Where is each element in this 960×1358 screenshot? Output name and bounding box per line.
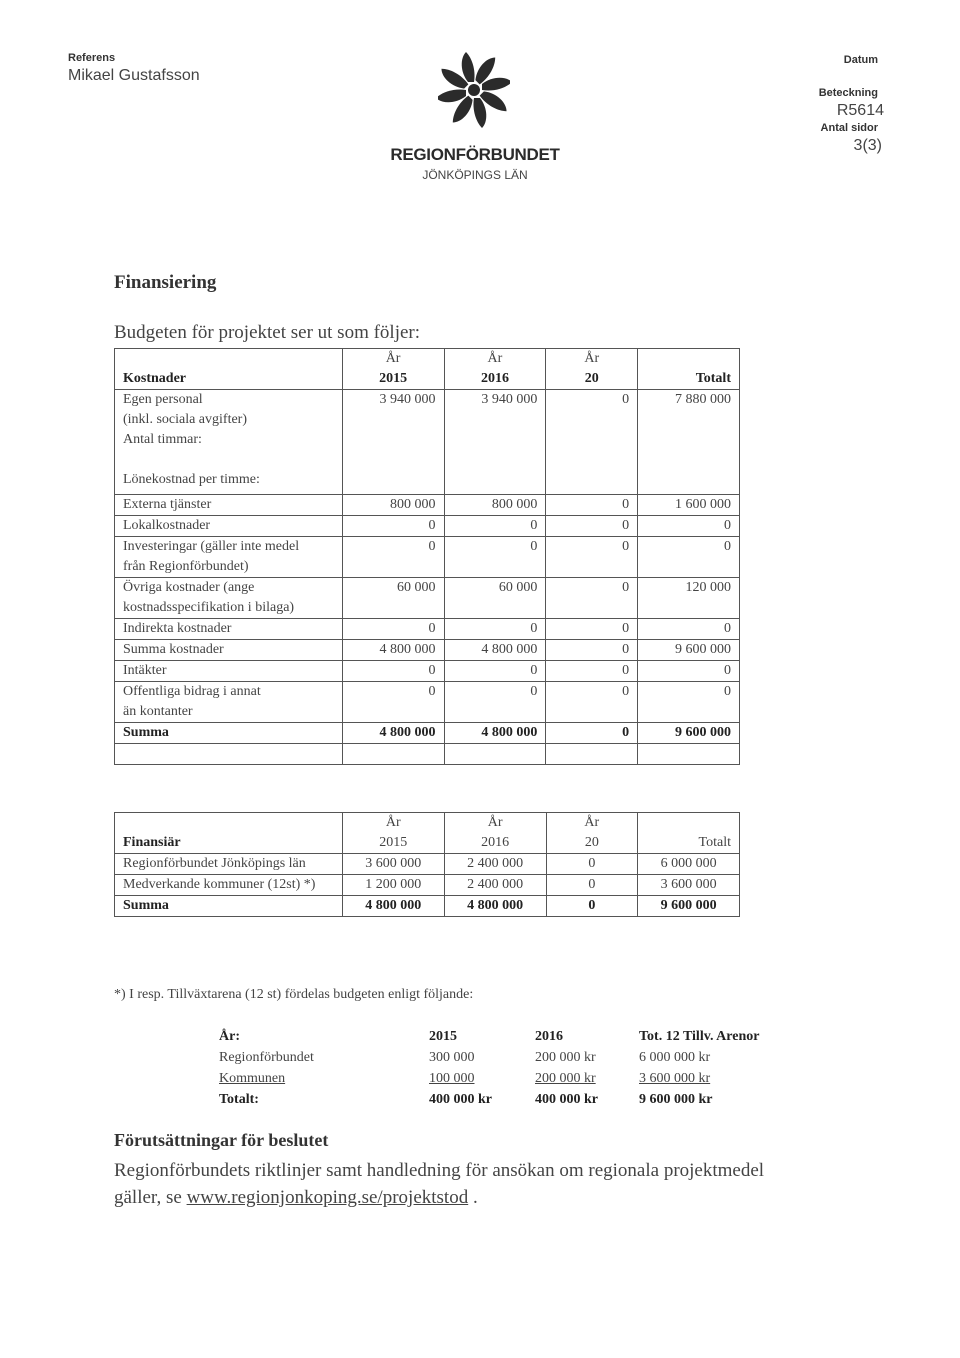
cell-value: 0: [342, 661, 444, 682]
dist-cell: 6 000 000 kr: [639, 1050, 711, 1065]
budget-intro: Budgeten för projektet ser ut som följer:: [114, 322, 421, 343]
table-row: [115, 640, 740, 661]
cell-value: 0: [546, 896, 638, 917]
cell-value: 0: [546, 875, 638, 896]
dist-cell: Kommunen: [219, 1071, 286, 1086]
cell-value: 0: [546, 516, 638, 537]
conditions-text: .: [468, 1187, 478, 1208]
year-word: År: [342, 349, 444, 370]
dist-header-row: [219, 1026, 789, 1047]
header-kostnader: Kostnader: [115, 369, 343, 390]
table-row: [115, 661, 740, 682]
cell-value: 3 940 000: [444, 390, 546, 495]
table-row: [115, 516, 740, 537]
cell-value: 0: [638, 619, 740, 640]
cell-value: 0: [342, 537, 444, 578]
cell-value: 9 600 000: [638, 640, 740, 661]
cell-value: 7 880 000: [638, 390, 740, 495]
cell-value: 3 600 000: [638, 875, 740, 896]
cell-value: 2 400 000: [444, 854, 546, 875]
cell-value: 0: [546, 723, 638, 744]
fin-header-row: [115, 833, 740, 854]
cell-value: 60 000: [342, 578, 444, 619]
header-2015: 2015: [342, 369, 444, 390]
header-2016: 2016: [444, 833, 546, 854]
cell-value: 0: [638, 516, 740, 537]
year-word: År: [444, 813, 546, 834]
cell-value: 0: [444, 682, 546, 723]
regionforbundet-logo: [438, 48, 510, 132]
fin-year-row: [115, 813, 740, 834]
cell-value: 60 000: [444, 578, 546, 619]
year-word: År: [546, 813, 638, 834]
pages-value: 3(3): [853, 137, 882, 154]
dist-header: År:: [219, 1029, 240, 1044]
empty-row: [115, 744, 740, 765]
cell-value: 120 000: [638, 578, 740, 619]
cell-value: 0: [546, 640, 638, 661]
cell-value: 2 400 000: [444, 875, 546, 896]
dist-cell: 300 000: [429, 1050, 475, 1065]
cell-value: 4 800 000: [342, 640, 444, 661]
row-label: än kontanter: [123, 704, 193, 719]
dist-header: Tot. 12 Tillv. Arenor: [639, 1029, 760, 1044]
footnote: *) I resp. Tillväxtarena (12 st) fördelas budgeten enligt följande:: [114, 987, 474, 1002]
dist-cell: Regionförbundet: [219, 1050, 314, 1065]
row-label: Investeringar (gäller inte medel: [123, 539, 300, 554]
cell-value: 1 200 000: [342, 875, 444, 896]
dist-cell: 9 600 000 kr: [639, 1092, 713, 1107]
dist-cell: 100 000: [429, 1071, 475, 1086]
table-row: [115, 390, 740, 495]
row-label: kostnadsspecifikation i bilaga): [123, 600, 295, 615]
cost-year-row: [115, 349, 740, 370]
cell-value: 0: [444, 516, 546, 537]
section-heading-finansiering: Finansiering: [114, 272, 217, 293]
row-label: Offentliga bidrag i annat: [123, 684, 261, 699]
org-name: REGIONFÖRBUNDET: [390, 145, 560, 164]
conditions-text: gäller, se: [114, 1187, 187, 1208]
row-label: (inkl. sociala avgifter): [123, 412, 248, 427]
cell-value: 4 800 000: [342, 896, 444, 917]
row-label: Intäkter: [115, 661, 343, 682]
cell-value: 0: [444, 537, 546, 578]
table-row: [115, 578, 740, 619]
row-label: från Regionförbundet): [123, 559, 249, 574]
year-word: År: [444, 349, 546, 370]
header-finansiar: Finansiär: [115, 833, 343, 854]
cell-value: 3 600 000: [342, 854, 444, 875]
pages-label: Antal sidor: [820, 122, 878, 134]
cell-value: 0: [444, 661, 546, 682]
dist-cell: 400 000 kr: [535, 1092, 598, 1107]
cell-value: 1 600 000: [638, 495, 740, 516]
cell-value: 0: [546, 661, 638, 682]
section-heading-forutsattningar: Förutsättningar för beslutet: [114, 1130, 329, 1150]
cell-value: 800 000: [444, 495, 546, 516]
cell-value: 0: [546, 390, 638, 495]
row-label: Summa kostnader: [115, 640, 343, 661]
cell-value: 0: [546, 578, 638, 619]
cell-value: 0: [546, 682, 638, 723]
header-2016: 2016: [444, 369, 546, 390]
cell-value: 4 800 000: [444, 640, 546, 661]
dist-cell: Totalt:: [219, 1092, 259, 1107]
dist-total-row: [219, 1089, 789, 1110]
header-2015: 2015: [342, 833, 444, 854]
row-label: Medverkande kommuner (12st) *): [115, 875, 343, 896]
row-label: Summa: [115, 723, 343, 744]
cell-value: 0: [444, 619, 546, 640]
cell-value: 9 600 000: [638, 723, 740, 744]
cell-value: 0: [638, 537, 740, 578]
cell-value: 0: [638, 682, 740, 723]
cell-value: 800 000: [342, 495, 444, 516]
year-word: År: [546, 349, 638, 370]
table-row: [115, 682, 740, 723]
header-totalt: Totalt: [638, 369, 740, 390]
cell-value: 9 600 000: [638, 896, 740, 917]
cell-value: 0: [638, 661, 740, 682]
row-label: Indirekta kostnader: [115, 619, 343, 640]
cell-value: 0: [546, 537, 638, 578]
table-row: [219, 1047, 789, 1068]
dist-header: 2015: [429, 1029, 457, 1044]
dist-cell: 200 000 kr: [535, 1050, 596, 1065]
cell-value: 4 800 000: [444, 723, 546, 744]
financier-table: [114, 812, 740, 917]
cell-value: 0: [342, 619, 444, 640]
row-label: Egen personal: [123, 392, 203, 407]
header-20: 20: [546, 833, 638, 854]
cell-value: 0: [546, 495, 638, 516]
projektstod-link[interactable]: www.regionjonkoping.se/projektstod: [186, 1187, 469, 1208]
reference-name: Mikael Gustafsson: [68, 67, 200, 84]
row-label: Antal timmar:: [123, 432, 202, 447]
reference-label: Referens: [68, 52, 116, 64]
table-row: [115, 537, 740, 578]
row-label: Regionförbundet Jönköpings län: [115, 854, 343, 875]
cell-value: 3 940 000: [342, 390, 444, 495]
designation-value: R5614: [836, 102, 884, 119]
cost-table: [114, 348, 740, 765]
dist-header: 2016: [535, 1029, 563, 1044]
sum-row: [115, 896, 740, 917]
table-row: [219, 1068, 789, 1089]
cell-value: 0: [342, 682, 444, 723]
cell-value: 0: [342, 516, 444, 537]
header-20: 20: [546, 369, 638, 390]
cell-value: 4 800 000: [444, 896, 546, 917]
conditions-line-1: Regionförbundets riktlinjer samt handledning för ansökan om regionala projektmedel: [114, 1160, 765, 1181]
table-row: [115, 495, 740, 516]
header-totalt: Totalt: [638, 833, 740, 854]
cell-value: 4 800 000: [342, 723, 444, 744]
designation-label: Beteckning: [818, 87, 878, 99]
sum-row: [115, 723, 740, 744]
dist-cell: 400 000 kr: [429, 1092, 492, 1107]
date-label: Datum: [843, 54, 878, 66]
row-label: Lokalkostnader: [115, 516, 343, 537]
row-label: Övriga kostnader (ange: [123, 580, 255, 595]
conditions-line-2: [114, 1187, 478, 1209]
cell-value: 0: [546, 854, 638, 875]
row-label: Externa tjänster: [115, 495, 343, 516]
distribution-table: [219, 1026, 789, 1110]
cell-value: 0: [546, 619, 638, 640]
table-row: [115, 619, 740, 640]
org-sub: JÖNKÖPINGS LÄN: [422, 168, 528, 182]
year-word: År: [342, 813, 444, 834]
cell-value: 6 000 000: [638, 854, 740, 875]
table-row: [115, 854, 740, 875]
dist-cell: 3 600 000 kr: [639, 1071, 711, 1086]
cost-header-row: [115, 369, 740, 390]
table-row: [115, 875, 740, 896]
row-label: Lönekostnad per timme:: [123, 472, 260, 487]
dist-cell: 200 000 kr: [535, 1071, 596, 1086]
row-label: Summa: [115, 896, 343, 917]
